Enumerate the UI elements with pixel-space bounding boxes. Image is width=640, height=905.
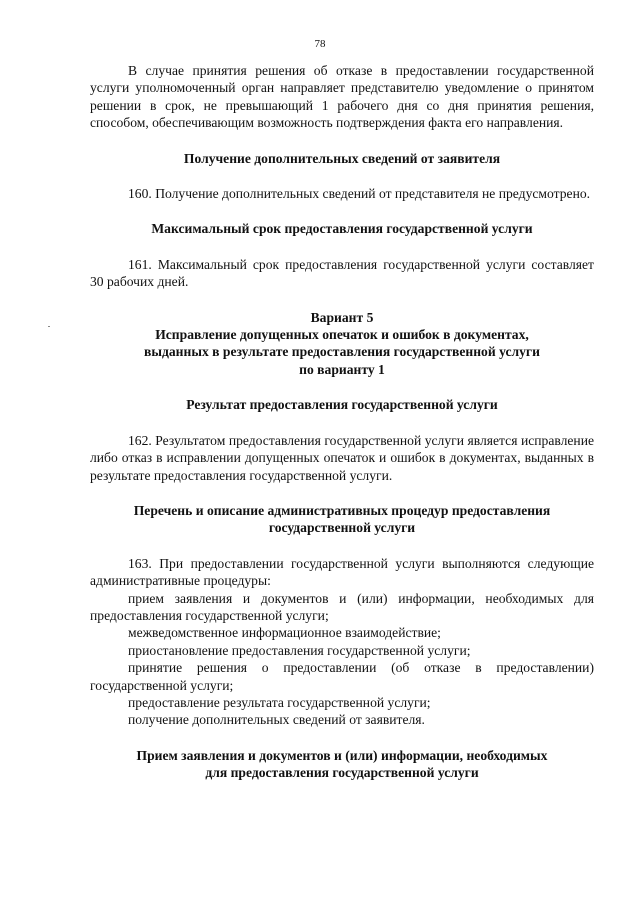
procedure-item-2: межведомственное информационное взаимодействие; <box>128 625 441 641</box>
paragraph-160: 160. Получение дополнительных сведений от представителя не предусмотрено. <box>128 186 591 202</box>
procedure-item-6: получение дополнительных сведений от заявителя. <box>128 712 425 728</box>
heading-result: Результат предоставления государственной услуги <box>186 397 498 413</box>
heading-additional-info: Получение дополнительных сведений от заявителя <box>183 150 501 166</box>
document-body <box>90 62 594 782</box>
heading-procedures-line-2: государственной услуги <box>268 520 416 536</box>
paragraph-162: 162. Результатом предоставления государственной услуги является исправление либо отказ в исправлении допущенных опечаток и ошибок в документах, выданных в результате предоставления государственной услуги. <box>90 432 594 483</box>
procedure-item-4: принятие решения о предоставлении (об отказе в предоставлении) государственной услуги; <box>90 660 594 693</box>
heading-procedures-line-1: Перечень и описание административных процедур предоставления <box>133 502 551 518</box>
heading-reception-line-2: для предоставления государственной услуги <box>205 765 479 781</box>
page-number: 78 <box>314 38 326 50</box>
scan-mark <box>48 326 50 327</box>
heading-max-term: Максимальный срок предоставления государственной услуги <box>151 221 533 237</box>
paragraph-161: 161. Максимальный срок предоставления государственной услуги составляет 30 рабочих дней. <box>90 256 594 290</box>
procedure-item-5: предоставление результата государственной услуги; <box>128 694 431 710</box>
heading-reception-line-1: Прием заявления и документов и (или) информации, необходимых <box>136 747 548 763</box>
heading-variant-title-line-1: Исправление допущенных опечаток и ошибок в документах, <box>155 327 529 343</box>
paragraph-163: 163. При предоставлении государственной услуги выполняются следующие административные процедуры: <box>90 555 594 589</box>
paragraph-intro: В случае принятия решения об отказе в предоставлении государственной услуги уполномоченный орган направляет представителю уведомление о принятом решении в срок, не превышающий 1 рабочего дня со дня принятия решения, способом, обеспечивающим возможность подтверждения факта его направления. <box>90 63 594 131</box>
heading-variant-title-line-2: выданных в результате предоставления государственной услуги <box>144 344 540 360</box>
heading-variant-title-line-3: по варианту 1 <box>299 361 385 377</box>
procedure-item-1: прием заявления и документов и (или) информации, необходимых для предоставления государственной услуги; <box>90 590 594 623</box>
heading-variant: Вариант 5 <box>310 309 374 325</box>
procedure-item-3: приостановление предоставления государственной услуги; <box>128 642 471 658</box>
